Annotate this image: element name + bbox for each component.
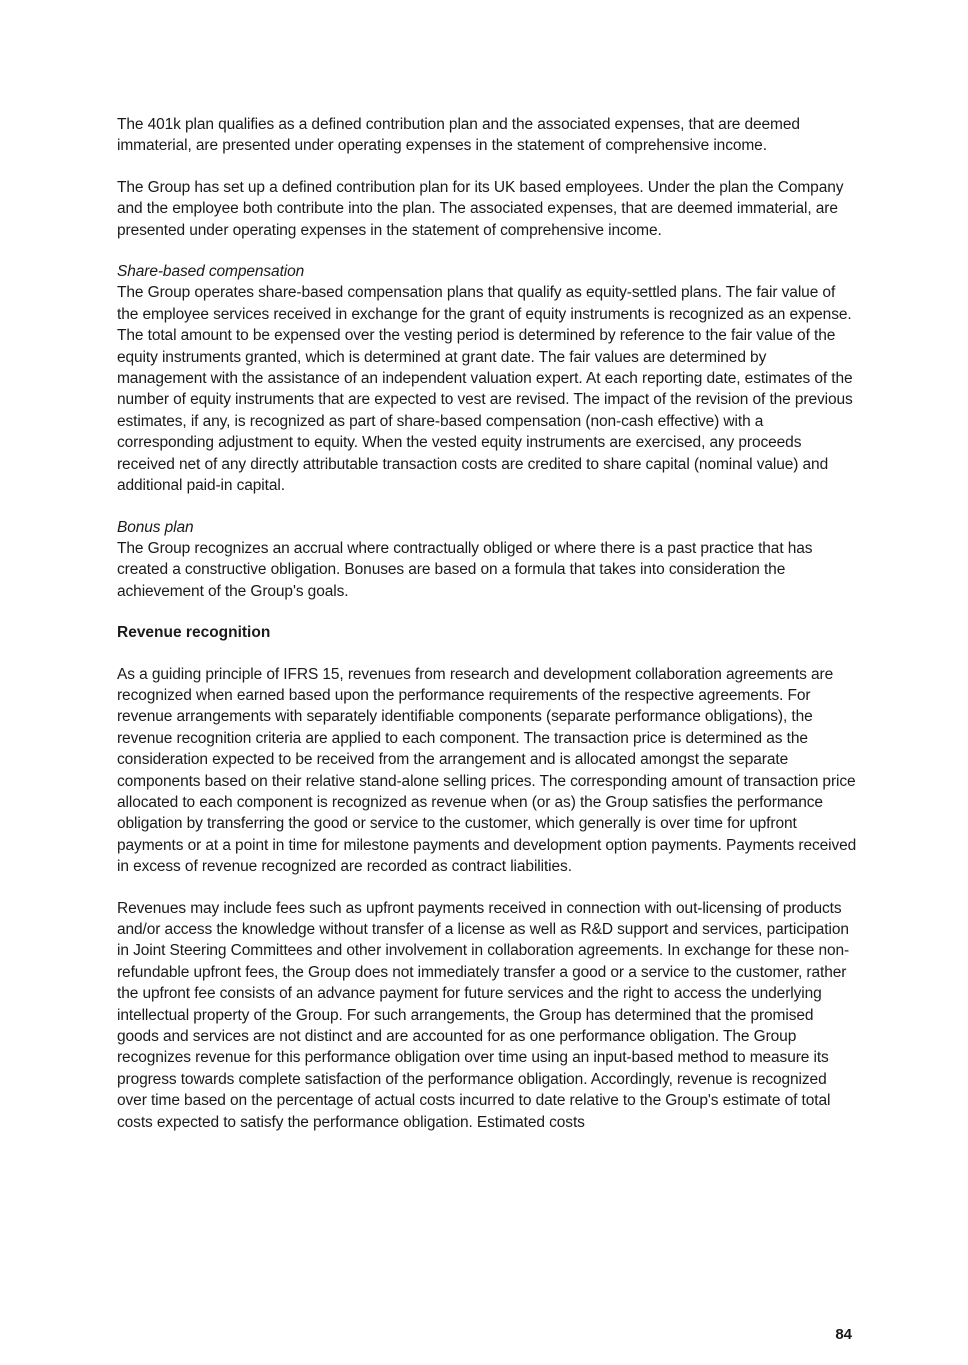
- share-based-compensation-body: The Group operates share-based compensation plans that qualify as equity-settled plans. The fair value of the employee services received in exchange for the grant of equity instruments is recognized as an expense. The total amount to be expensed over the vesting period is determined by reference to the fair value of the equity instruments granted, which is determined at grant date. The fair values are determined by management with the assistance of an independent valuation expert. At each reporting date, estimates of the number of equity instruments that are expected to vest are revised. The impact of the revision of the previous estimates, if any, is recognized as part of share-based compensation (non-cash effective) with a corresponding adjustment to equity. When the vested equity instruments are exercised, any proceeds received net of any directly attributable transaction costs are credited to share capital (nominal value) and additional paid-in capital.: [117, 284, 853, 495]
- share-based-compensation-heading: Share-based compensation: [117, 263, 305, 281]
- revenue-recognition-paragraph-2: Revenues may include fees such as upfront payments received in connection with out-licensing of products and/or access the knowledge without transfer of a license as well as R&D support and services, participation in Joint Steering Committees and other involvement in collaboration agreements. In exchange for these non-refundable upfront fees, the Group does not immediately transfer a good or a service to the customer, rather the upfront fee consists of an advance payment for future services and the right to access the underlying intellectual property of the Group. For such arrangements, the Group has determined that the promised goods and services are not distinct and are accounted for as one performance obligation. The Group recognizes revenue for this performance obligation over time using an input-based method to measure its progress towards complete satisfaction of the performance obligation. Accordingly, revenue is recognized over time based on the percentage of actual costs incurred to date relative to the Group's estimate of total costs expected to satisfy the performance obligation. Estimated costs: [117, 899, 850, 1131]
- page-number: 84: [835, 1326, 852, 1343]
- bonus-plan-heading: Bonus plan: [117, 518, 194, 536]
- revenue-recognition-heading: Revenue recognition: [117, 624, 271, 642]
- document-body: [117, 114, 857, 1153]
- revenue-recognition-paragraph-1: As a guiding principle of IFRS 15, revenues from research and development collaboration agreements are recognized when earned based upon the performance requirements of the respective agreements. For revenue arrangements with separately identifiable components (separate performance obligations), the revenue recognition criteria are applied to each component. The transaction price is determined as the consideration expected to be received from the arrangement and is allocated amongst the separate components based on their relative stand-alone selling prices. The corresponding amount of transaction price allocated to each component is recognized as revenue when (or as) the Group satisfies the performance obligation by transferring the good or service to the customer, which generally is over time for upfront payments or at a point in time for milestone payments and development option payments. Payments received in excess of revenue recognized are recorded as contract liabilities.: [117, 665, 857, 876]
- bonus-plan-body: The Group recognizes an accrual where contractually obliged or where there is a past practice that has created a constructive obligation. Bonuses are based on a formula that takes into consideration the achievement of the Group's goals.: [117, 539, 813, 600]
- paragraph-uk-plan: The Group has set up a defined contribution plan for its UK based employees. Under the plan the Company and the employee both contribute into the plan. The associated expenses, that are deemed immaterial, are presented under operating expenses in the statement of comprehensive income.: [117, 178, 844, 239]
- paragraph-401k-plan: The 401k plan qualifies as a defined contribution plan and the associated expenses, that are deemed immaterial, are presented under operating expenses in the statement of comprehensive income.: [117, 116, 800, 155]
